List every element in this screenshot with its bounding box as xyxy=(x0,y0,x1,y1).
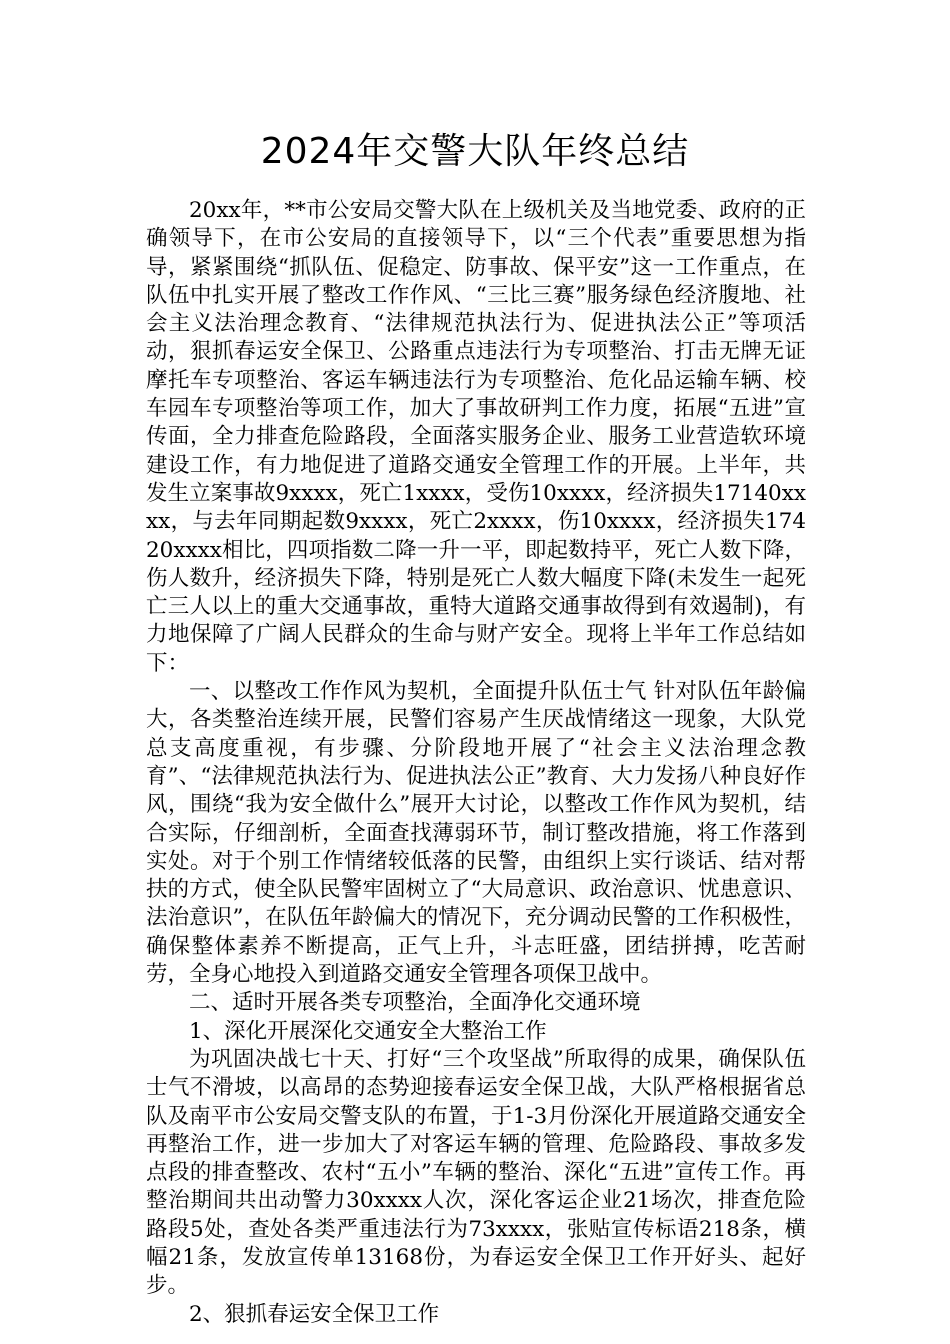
paragraph-section-1: 一、以整改工作作风为契机，全面提升队伍士气 针对队伍年龄偏大，各类整治连续开展，民警们容易产生厌战情绪这一现象，大队党总支高度重视，有步骤、分阶段地开展了“社会主义法治理念教育”、“法律规范执法行为、促进执法公正”教育、大力发扬八种良好作风，围绕“我为安全做什么”展开大讨论，以整改工作作风为契机，结合实际，仔细剖析，全面查找薄弱环节，制订整改措施，将工作落到实处。对于个别工作情绪较低落的民警，由组织上实行谈话、结对帮扶的方式，使全队民警牢固树立了“大局意识、政治意识、忧患意识、法治意识”，在队伍年龄偏大的情况下，充分调动民警的工作积极性，确保整体素养不断提高，正气上升，斗志旺盛，团结拼搏，吃苦耐劳，全身心地投入到道路交通安全管理各项保卫战中。 xyxy=(146,679,806,988)
paragraph-intro: 20xx年，**市公安局交警大队在上级机关及当地党委、政府的正确领导下，在市公安局的直接领导下，以“三个代表”重要思想为指导，紧紧围绕“抓队伍、促稳定、防事故、保平安”这一工作重点，在队伍中扎实开展了整改工作作风、“三比三赛”服务绿色经济腹地、社会主义法治理念教育、“法律规范执法行为、促进执法公正”等项活动，狠抓春运安全保卫、公路重点违法行为专项整治、打击无牌无证摩托车专项整治、客运车辆违法行为专项整治、危化品运输车辆、校车园车专项整治等项工作，加大了事故研判工作力度，拓展“五进”宣传面，全力排查危险路段，全面落实服务企业、服务工业营造软环境建设工作，有力地促进了道路交通安全管理工作的开展。上半年，共发生立案事故9xxxx，死亡1xxxx，受伤10xxxx，经济损失17140xxxx，与去年同期起数9xxxx，死亡2xxxx，伤10xxxx，经济损失17420xxxx相比，四项指数二降一升一平，即起数持平，死亡人数下降，伤人数升，经济损失下降，特别是死亡人数大幅度下降(未发生一起死亡三人以上的重大交通事故，重特大道路交通事故得到有效遏制)，有力地保障了广阔人民群众的生命与财产安全。现将上半年工作总结如下： xyxy=(146,198,806,676)
document-title: 2024年交警大队年终总结 xyxy=(260,131,690,172)
paragraph-subsection-1: 为巩固决战七十天、打好“三个攻坚战”所取得的成果，确保队伍士气不滑坡，以高昂的态势迎接春运安全保卫战，大队严格根据省总队及南平市公安局交警支队的布置，于1-3月份深化开展道路交通安全再整治工作，进一步加大了对客运车辆的管理、危险路段、事故多发点段的排查整改、农村“五小”车辆的整治、深化“五进”宣传工作。再整治期间共出动警力30xxxx人次，深化客运企业21场次，排查危险路段5处，查处各类严重违法行为73xxxx，张贴宣传标语218条，横幅21条，发放宣传单13168份，为春运安全保卫工作开好头、起好步。 xyxy=(146,1046,807,1299)
heading-subsection-2: 2、狠抓春运安全保卫工作 xyxy=(189,1301,440,1327)
document-body xyxy=(146,197,806,1329)
heading-subsection-1: 1、深化开展深化交通安全大整治工作 xyxy=(189,1018,547,1044)
heading-section-2: 二、适时开展各类专项整治，全面净化交通环境 xyxy=(189,990,641,1016)
